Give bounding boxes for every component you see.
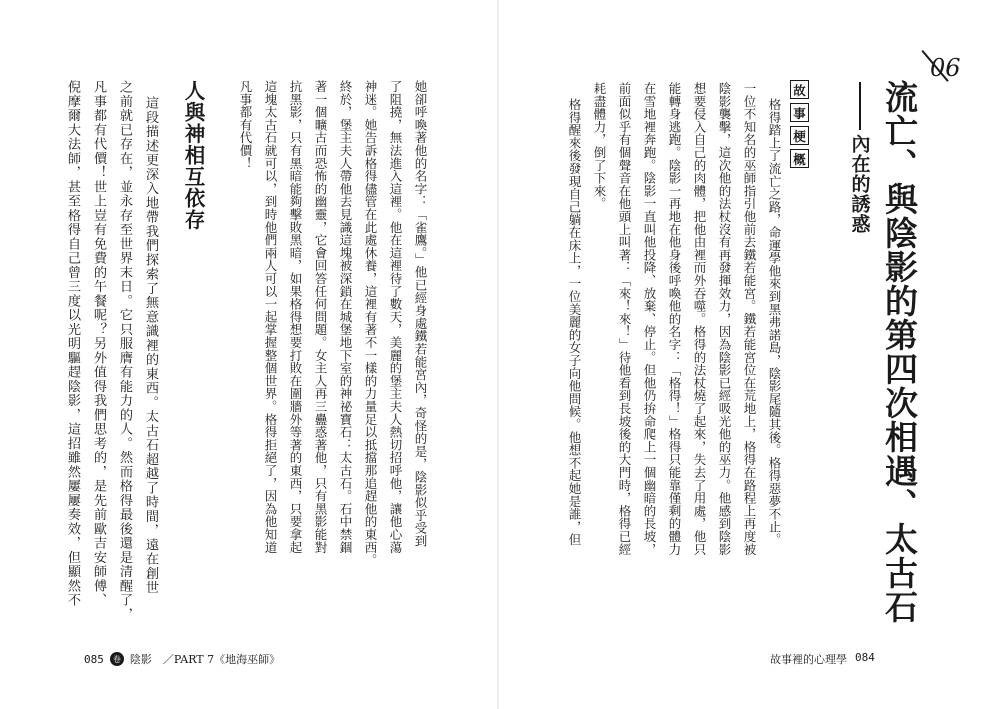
- subtitle-dash: [859, 82, 861, 130]
- label-char: 故: [790, 80, 809, 99]
- story-column: 能轉身逃跑。陰影一再地在他身後呼喚他的名字：「格得！」格得只能靠僅剩的體力: [667, 82, 682, 556]
- body-column: 倪摩爾大法師，甚至格得自己曾三度以光明驅趕陰影，這招雖然屢屢奏效，但顯然不: [65, 80, 80, 608]
- story-column: 陰影襲擊，這次他的法杖沒有再發揮效力，因為陰影已經吸光他的巫力。他感到陰影: [717, 82, 732, 556]
- story-column: 她卻呼喚著他的名字：「雀鷹。」他已經身處鐵若能宮內，奇怪的是，陰影似乎受到: [413, 80, 428, 548]
- chapter-subtitle-block: [846, 82, 874, 234]
- section-heading: 人與神相互依存: [181, 80, 205, 231]
- story-column: 在雪地裡奔跑。陰影一直叫他投降、放棄、停止。但他仍拚命爬上一個幽暗的長坡，: [642, 82, 657, 556]
- story-column: 抗黑影，只有黑暗能夠擊敗黑暗，如果格得想要打敗在圍牆外等著的東西，只要拿起: [288, 80, 303, 554]
- story-column: 了阻撓，無法進入這裡。他在這裡待了數天，美麗的堡主夫人熱切招呼他，讓他心蕩: [388, 80, 403, 554]
- left-footer: [84, 651, 280, 667]
- story-column: 格得踏上了流亡之路，命運學他來到黑弗諾島，陰影尾隨其後。格得惡夢不止。: [767, 98, 782, 546]
- story-column: 耗盡體力，倒了下來。: [592, 82, 607, 210]
- chapter-number: 06: [930, 54, 961, 82]
- body-column: 之前就已存在，並永存至世界末日。它只服膺有能力的人。然而格得最後還是清醒了，: [117, 80, 132, 622]
- story-column: 想要侵入自己的肉體，把他由裡而外吞噬。格得的法杖燒了起來，失去了用處，他只: [692, 82, 707, 556]
- book-gutter: [497, 0, 499, 709]
- story-column: 這塊太古石就可以，到時他們兩人可以一起掌握整個世界。格得拒絕了，因為他知道: [263, 80, 278, 554]
- story-summary-label: [790, 80, 809, 168]
- body-column: 凡事都有代價！世上豈有免費的午餐呢？另外值得我們思考的，是先前歐吉安師傅、: [91, 80, 106, 608]
- chapter-subtitle: 內在的誘惑: [848, 134, 871, 234]
- right-page-number: 084: [855, 651, 875, 664]
- story-column: 著一個曠古而恐怖的幽靈，它會回答任何問題。女主人再三蠱惑著他，只有黑影能對: [313, 80, 328, 554]
- left-running-head: 陰影 ／PART 7《地海巫師》: [129, 653, 281, 666]
- label-char: 事: [790, 103, 809, 122]
- story-column: 神迷。她告訴格得儘管在此處休養，這裡有著不一樣的力量足以抵擋那追趕他的東西。: [363, 80, 378, 567]
- left-page-number: 085: [84, 652, 104, 666]
- story-column: 凡事都有代價！: [238, 80, 253, 170]
- right-running-head: 故事裡的心理學: [770, 653, 847, 666]
- chapter-title: 流亡、與陰影的第四次相遇、太古石: [880, 80, 919, 624]
- label-char: 概: [790, 149, 809, 168]
- story-column: 前面似乎有個聲音在他頭上叫著：「來！來！」待他看到長坡後的大門時，格得已經: [617, 82, 632, 556]
- story-column: 格得醒來後發現自己躺在床上，一位美麗的女子向他問候。他想不起她是誰，但: [567, 98, 582, 546]
- label-char: 梗: [790, 126, 809, 145]
- story-column: 終於，堡主夫人帶他去見識這塊被深鎖在城堡地下室的神祕寶石：太古石。石中禁錮: [338, 80, 353, 554]
- right-footer: [770, 651, 875, 667]
- series-badge-icon: 卷: [110, 652, 124, 666]
- body-column: 這段描述更深入地帶我們探索了無意識裡的東西。太古石超越了時間，遠在創世: [143, 96, 158, 595]
- story-column: 一位不知名的巫師指引他前去鐵若能宮。鐵若能宮位在荒地上，格得在路程上再度被: [742, 82, 757, 556]
